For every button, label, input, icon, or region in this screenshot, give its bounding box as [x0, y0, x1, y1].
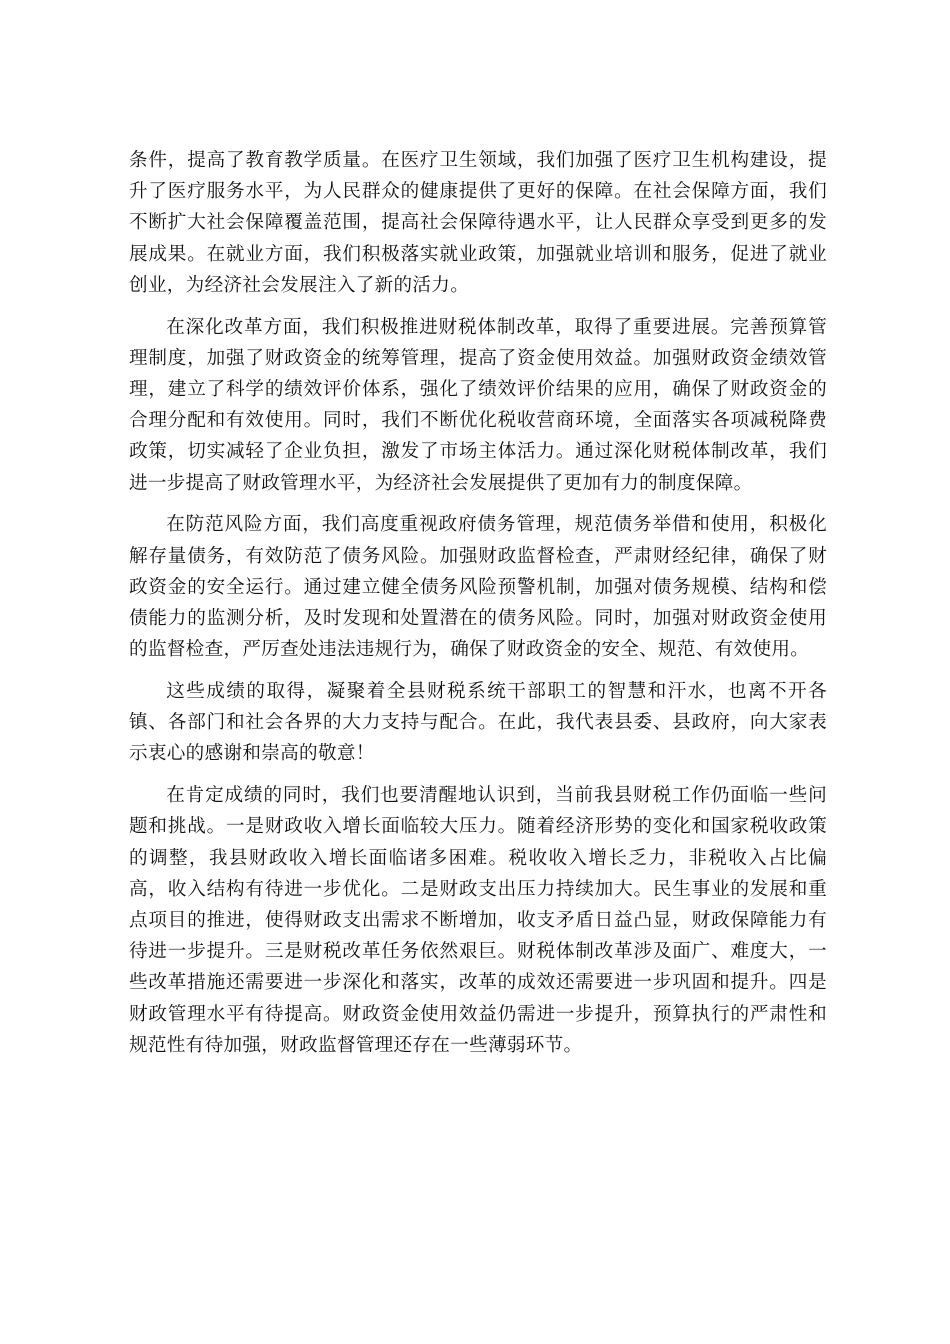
paragraph-acknowledgement: 这些成绩的取得，凝聚着全县财税系统干部职工的智慧和汗水，也离不开各镇、各部门和社会各界的大力支持与配合。在此，我代表县委、县政府，向大家表示衷心的感谢和崇高的敬意！ — [129, 681, 827, 765]
paragraph-social-services: 条件，提高了教育教学质量。在医疗卫生领域，我们加强了医疗卫生机构建设，提升了医疗服务水平，为人民群众的健康提供了更好的保障。在社会保障方面，我们不断扩大社会保障覆盖范围，提高社会保障待遇水平，让人民群众享受到更多的发展成果。在就业方面，我们积极落实就业政策，加强就业培训和服务，促进了就业创业，为经济社会发展注入了新的活力。 — [129, 150, 827, 296]
paragraph-challenges: 在肯定成绩的同时，我们也要清醒地认识到，当前我县财税工作仍面临一些问题和挑战。一是财政收入增长面临较大压力。随着经济形势的变化和国家税收政策的调整，我县财政收入增长面临诸多困难。税收收入增长乏力，非税收入占比偏高，收入结构有待进一步优化。二是财政支出压力持续加大。民生事业的发展和重点项目的推进，使得财政支出需求不断增加，收支矛盾日益凸显，财政保障能力有待进一步提升。三是财税改革任务依然艰巨。财税体制改革涉及面广、难度大，一些改革措施还需要进一步深化和落实，改革的成效还需要进一步巩固和提升。四是财政管理水平有待提高。财政资金使用效益仍需进一步提升，预算执行的严肃性和规范性有待加强，财政监督管理还存在一些薄弱环节。 — [129, 785, 827, 1056]
paragraph-risk-prevention: 在防范风险方面，我们高度重视政府债务管理，规范债务举借和使用，积极化解存量债务，有效防范了债务风险。加强财政监督检查，严肃财经纪律，确保了财政资金的安全运行。通过建立健全债务风险预警机制，加强对债务规模、结构和偿债能力的监测分析，及时发现和处置潜在的债务风险。同时，加强对财政资金使用的监督检查，严厉查处违法违规行为，确保了财政资金的安全、规范、有效使用。 — [129, 514, 827, 661]
document-body — [129, 145, 827, 1072]
paragraph-reform: 在深化改革方面，我们积极推进财税体制改革，取得了重要进展。完善预算管理制度，加强了财政资金的统筹管理，提高了资金使用效益。加强财政资金绩效管理，建立了科学的绩效评价体系，强化了绩效评价结果的应用，确保了财政资金的合理分配和有效使用。同时，我们不断优化税收营商环境，全面落实各项减税降费政策，切实减轻了企业负担，激发了市场主体活力。通过深化财税体制改革，我们进一步提高了财政管理水平，为经济社会发展提供了更加有力的制度保障。 — [129, 316, 827, 494]
